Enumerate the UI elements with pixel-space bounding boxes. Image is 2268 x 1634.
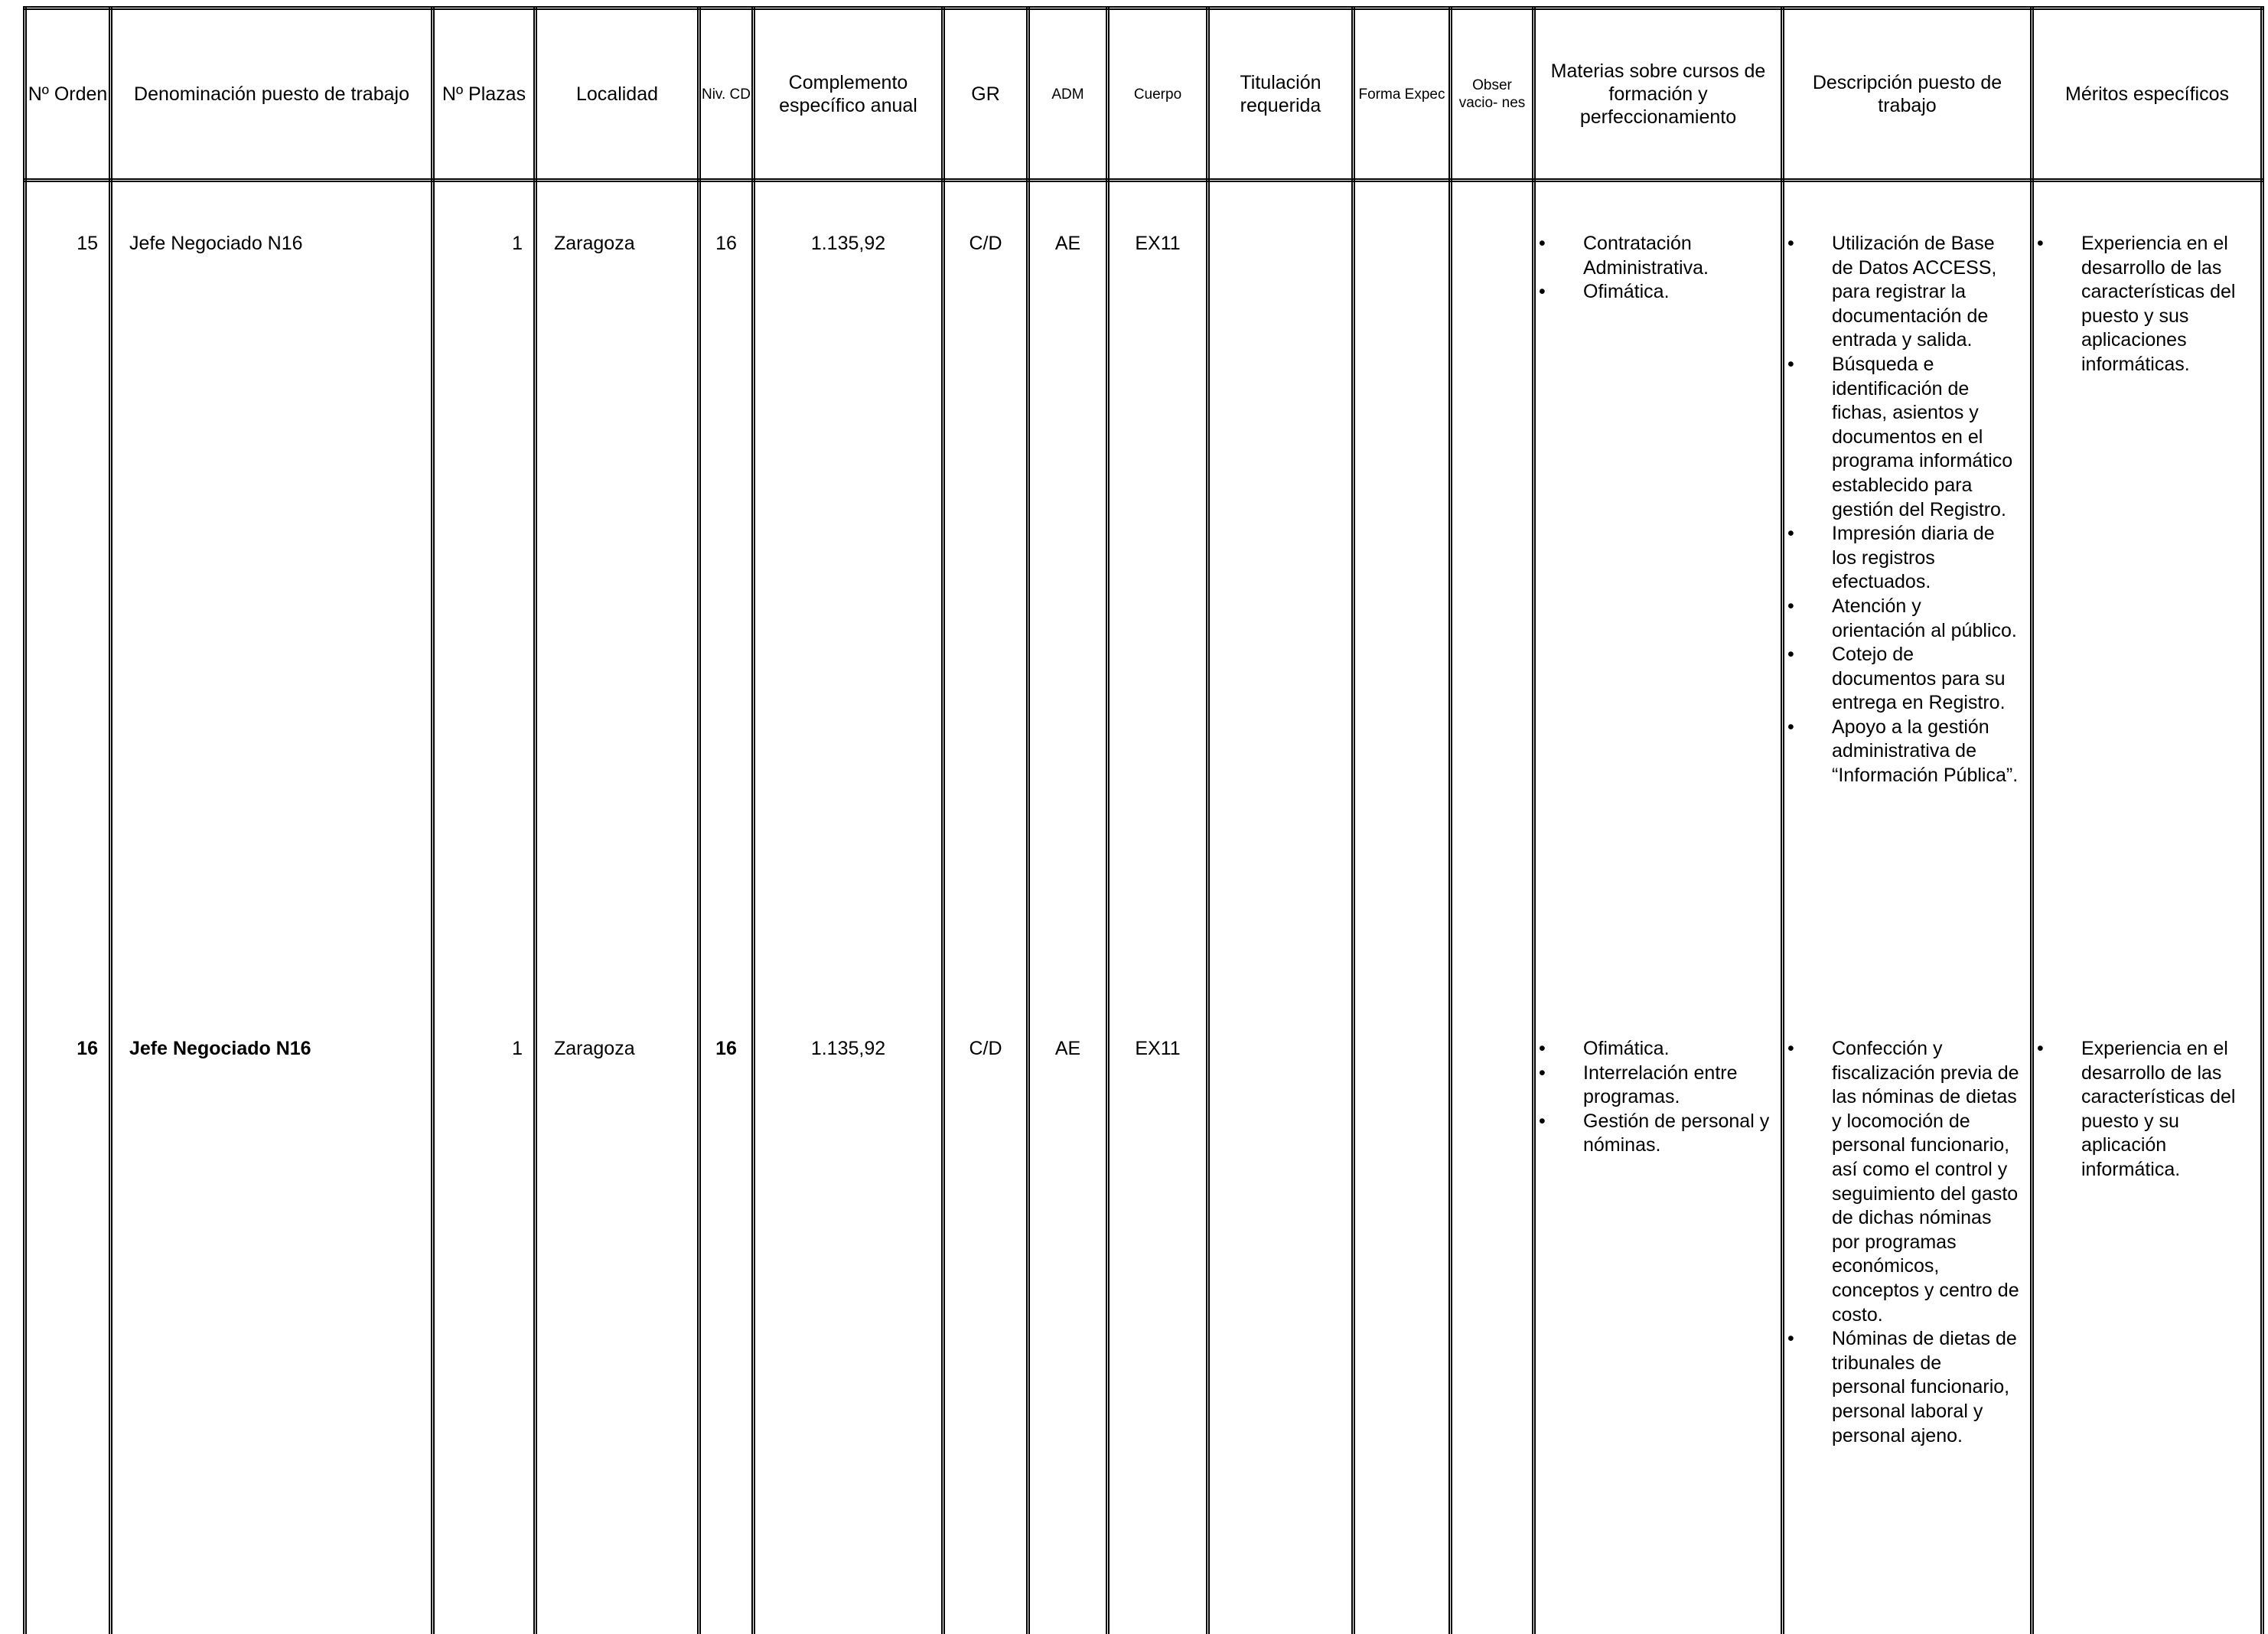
meritos-list bbox=[2034, 232, 2250, 377]
meritos-list bbox=[2034, 1037, 2250, 1182]
list-item: • Interrelación entre programas. bbox=[1583, 1062, 1770, 1110]
header-adm: ADM bbox=[1028, 8, 1108, 181]
cell-localidad: Zaragoza bbox=[536, 1013, 699, 1634]
header-denominacion: Denominación puesto de trabajo bbox=[111, 8, 433, 181]
header-complemento: Complemento específico anual bbox=[754, 8, 943, 181]
table-row bbox=[25, 1013, 2263, 1634]
cell-plazas: 1 bbox=[433, 1013, 536, 1634]
list-item: • Confección y fiscalización previa de las nóminas de dietas y locomoción de personal funcionario, así como el control y seguimiento del gasto de dichas nóminas por programas económicos, conceptos y centro de costo. bbox=[1832, 1037, 2019, 1327]
header-forma: Forma Expec bbox=[1354, 8, 1451, 181]
cell-cuerpo: EX11 bbox=[1108, 181, 1208, 1013]
cell-descripcion bbox=[1783, 1013, 2032, 1634]
materias-list bbox=[1536, 232, 1770, 305]
cell-denominacion: Jefe Negociado N16 bbox=[111, 181, 433, 1013]
cell-orden: 15 bbox=[25, 181, 111, 1013]
cell-meritos bbox=[2032, 181, 2263, 1013]
list-item: • Búsqueda e identificación de fichas, asientos y documentos en el programa informático establecido para gestión del Registro. bbox=[1832, 353, 2019, 522]
table-row bbox=[25, 181, 2263, 1013]
cell-complemento: 1.135,92 bbox=[754, 1013, 943, 1634]
cell-orden: 16 bbox=[25, 1013, 111, 1634]
descripcion-list bbox=[1784, 232, 2019, 788]
cell-denominacion: Jefe Negociado N16 bbox=[111, 1013, 433, 1634]
header-materias: Materias sobre cursos de formación y perfeccionamiento bbox=[1534, 8, 1783, 181]
cell-observaciones bbox=[1451, 1013, 1534, 1634]
cell-adm: AE bbox=[1028, 181, 1108, 1013]
cell-gr: C/D bbox=[943, 181, 1028, 1013]
materias-list bbox=[1536, 1037, 1770, 1158]
cell-gr: C/D bbox=[943, 1013, 1028, 1634]
cell-forma bbox=[1354, 181, 1451, 1013]
cell-materias bbox=[1534, 1013, 1783, 1634]
cell-nivel-cd: 16 bbox=[699, 181, 754, 1013]
cell-forma bbox=[1354, 1013, 1451, 1634]
list-item: • Impresión diaria de los registros efectuados. bbox=[1832, 522, 2019, 595]
descripcion-list bbox=[1784, 1037, 2019, 1448]
cell-cuerpo: EX11 bbox=[1108, 1013, 1208, 1634]
header-observaciones: Obser vacio- nes bbox=[1451, 8, 1534, 181]
header-titulacion: Titulación requerida bbox=[1208, 8, 1354, 181]
header-localidad: Localidad bbox=[536, 8, 699, 181]
list-item: • Ofimática. bbox=[1583, 280, 1770, 305]
header-meritos: Méritos específicos bbox=[2032, 8, 2263, 181]
cell-localidad: Zaragoza bbox=[536, 181, 699, 1013]
list-item: • Experiencia en el desarrollo de las características del puesto y su aplicación informática. bbox=[2081, 1037, 2250, 1182]
header-gr: GR bbox=[943, 8, 1028, 181]
list-item: • Nóminas de dietas de tribunales de personal funcionario, personal laboral y personal ajeno. bbox=[1832, 1327, 2019, 1448]
list-item: • Gestión de personal y nóminas. bbox=[1583, 1110, 1770, 1158]
cell-plazas: 1 bbox=[433, 181, 536, 1013]
cell-titulacion bbox=[1208, 181, 1354, 1013]
list-item: • Atención y orientación al público. bbox=[1832, 595, 2019, 643]
header-cuerpo: Cuerpo bbox=[1108, 8, 1208, 181]
header-orden: Nº Orden bbox=[25, 8, 111, 181]
cell-observaciones bbox=[1451, 181, 1534, 1013]
header-row bbox=[25, 8, 2263, 181]
puestos-table bbox=[23, 6, 2264, 1634]
header-plazas: Nº Plazas bbox=[433, 8, 536, 181]
list-item: • Contratación Administrativa. bbox=[1583, 232, 1770, 280]
list-item: • Utilización de Base de Datos ACCESS, para registrar la documentación de entrada y salida. bbox=[1832, 232, 2019, 353]
header-nivel-cd: Niv. CD bbox=[699, 8, 754, 181]
cell-complemento: 1.135,92 bbox=[754, 181, 943, 1013]
list-item: • Ofimática. bbox=[1583, 1037, 1770, 1062]
cell-meritos bbox=[2032, 1013, 2263, 1634]
cell-titulacion bbox=[1208, 1013, 1354, 1634]
header-descripcion: Descripción puesto de trabajo bbox=[1783, 8, 2032, 181]
cell-nivel-cd: 16 bbox=[699, 1013, 754, 1634]
cell-adm: AE bbox=[1028, 1013, 1108, 1634]
cell-descripcion bbox=[1783, 181, 2032, 1013]
list-item: • Experiencia en el desarrollo de las características del puesto y sus aplicaciones informáticas. bbox=[2081, 232, 2250, 377]
list-item: • Cotejo de documentos para su entrega en Registro. bbox=[1832, 643, 2019, 716]
cell-materias bbox=[1534, 181, 1783, 1013]
list-item: • Apoyo a la gestión administrativa de “Información Pública”. bbox=[1832, 716, 2019, 788]
